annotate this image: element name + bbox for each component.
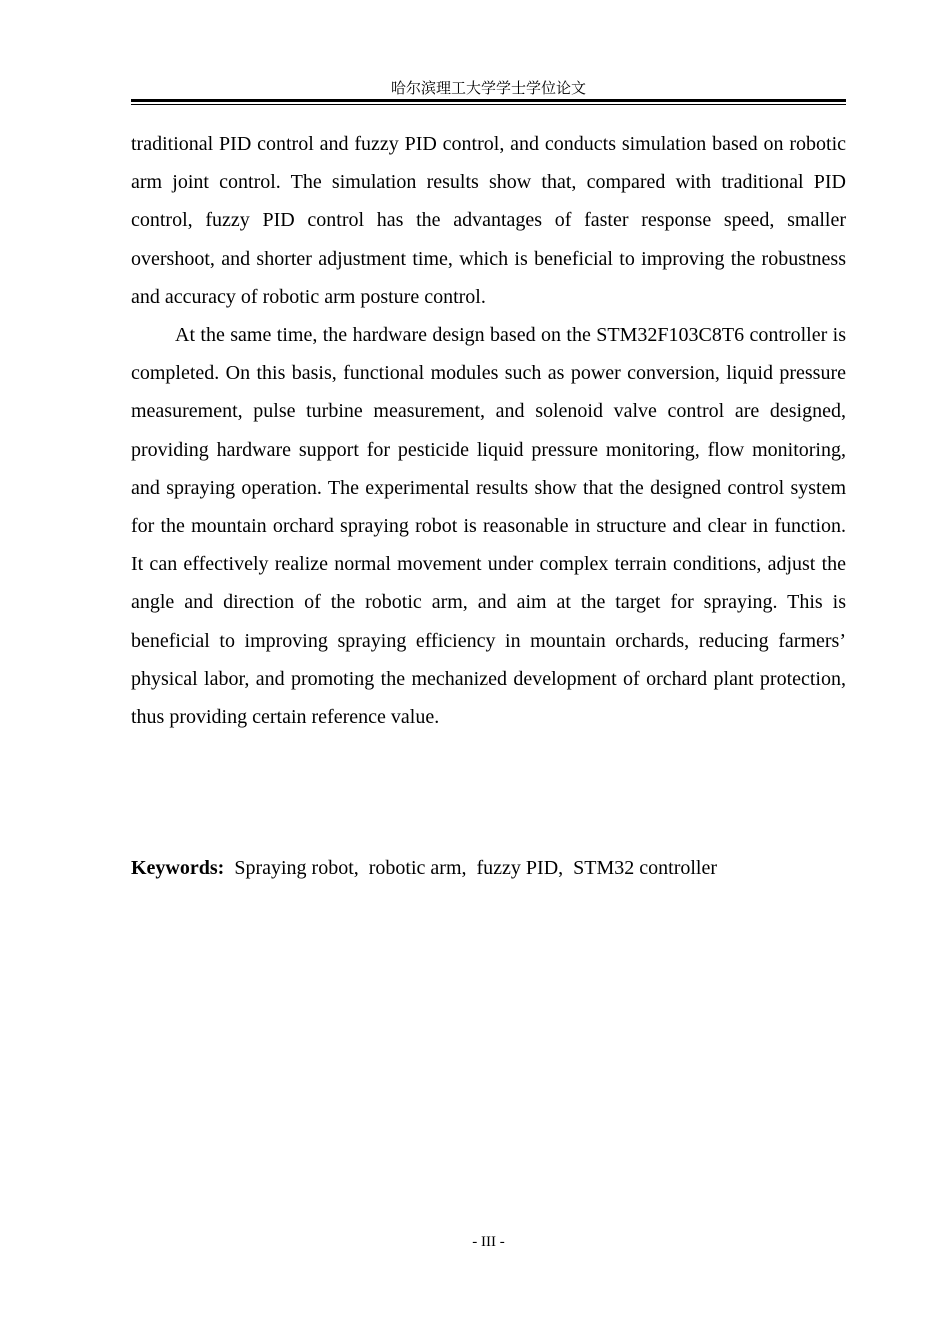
keywords-line [131, 853, 846, 883]
abstract-body [131, 125, 846, 736]
header-rule-thick [131, 99, 846, 102]
page-number: - III - [472, 1234, 505, 1250]
keywords-label: Keywords: [131, 857, 225, 879]
abstract-paragraph-continued: traditional PID control and fuzzy PID control, and conducts simulation based on robotic arm joint control. The simulation results show that, compared with traditional PID control, fuzzy PID control has the advantages of faster response speed, smaller overshoot, and shorter adjustment time, which is beneficial to improving the robustness and accuracy of robotic arm posture control. [131, 133, 846, 308]
keywords-text: Spraying robot, robotic arm, fuzzy PID, STM32 controller [224, 857, 718, 879]
header-rule-thin [131, 104, 846, 105]
abstract-paragraph: At the same time, the hardware design based on the STM32F103C8T6 controller is completed. On this basis, functional modules such as power conversion, liquid pressure measurement, pulse turbine measurement, and solenoid valve control are designed, providing hardware support for pesticide liquid pressure monitoring, flow monitoring, and spraying operation. The experimental results show that the designed control system for the mountain orchard spraying robot is reasonable in structure and clear in function. It can effectively realize normal movement under complex terrain conditions, adjust the angle and direction of the robotic arm, and aim at the target for spraying. This is beneficial to improving spraying efficiency in mountain orchards, reducing farmers’ physical labor, and promoting the mechanized development of orchard plant protection, thus providing certain reference value. [131, 324, 846, 729]
running-header: 哈尔滨理工大学学士学位论文 [390, 79, 586, 97]
